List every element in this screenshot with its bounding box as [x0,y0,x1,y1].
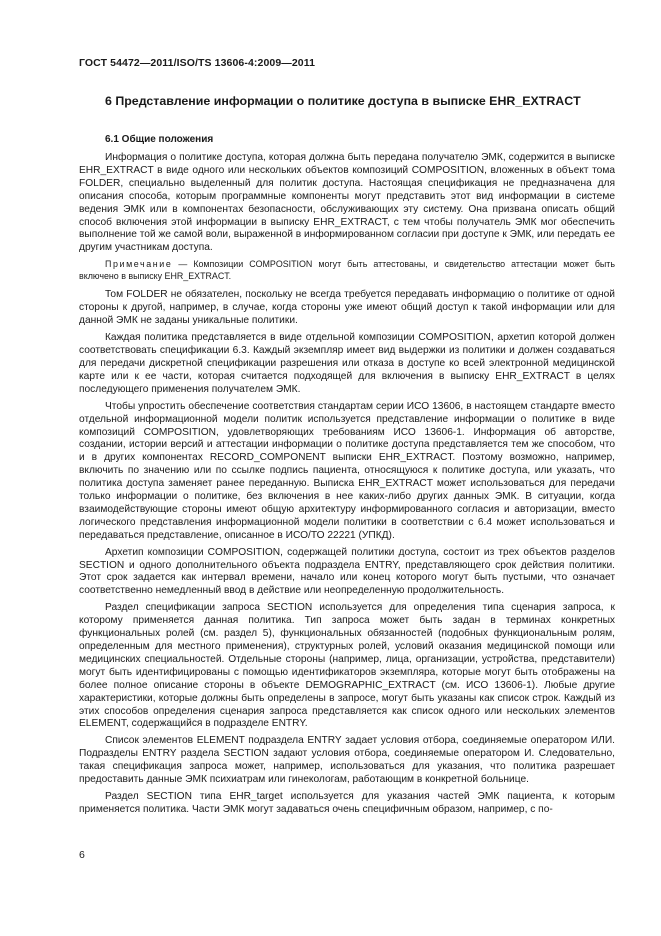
paragraph: Раздел SECTION типа EHR_target используется для указания частей ЭМК пациента, к которым применяется политика. Части ЭМК могут задаваться очень специфичным образом, например, с по- [79,790,615,815]
paragraph: Архетип композиции COMPOSITION, содержащей политики доступа, состоит из трех объектов разделов SECTION и одного дополнительного объекта подраздела ENTRY, представляющего срок действия политики. Этот срок задается как интервал времени, начало или конец которого могут быть пустыми, что означает соответственно немедленный ввод в действие или неопределенную продолжительность. [79,546,615,597]
subsection-title: 6.1 Общие положения [105,134,214,145]
paragraph: Раздел спецификации запроса SECTION используется для определения типа сценария запроса, к которому применяется данная политика. Тип запроса может быть задан в терминах конкретных функциональных ролей (см. раздел 5), функциональных обязанностей (подобных функциональным ролям, определенным для местного применения), структурных ролей, условий оказания медицинской помощи или медицинских специальностей. Отдельные стороны (например, лица, организации, устройства, представители) могут быть идентифицированы с помощью идентификаторов экземпляра, которые могут быть отображены на более полное описание стороны в объекте DEMOGRAPHIC_EXTRACT (см. ИСО 13606-1). Любые другие характеристики, которые должны быть определены в запросе, могут быть указаны как список строк. Каждый из этих способов определения сценария запроса представляется как список одного или нескольких элементов ELEMENT, содержащийся в подразделе ENTRY. [79,602,615,730]
note-label: Примечание [105,259,173,270]
section-title: 6 Представление информации о политике доступа в выписке EHR_EXTRACT [105,94,581,108]
paragraph: Каждая политика представляется в виде отдельной композиции COMPOSITION, архетип которой должен соответствовать спецификации 6.3. Каждый экземпляр имеет вид выдержки из политики и должен создаваться для передачи дискретной спецификации разрешения или отказа в доступе ко всей электронной медицинской карте или к ее части, которая считается подходящей для включения в выписку EHR_EXTRACT в целях последующего применения получателем ЭМК. [79,332,615,395]
note [79,259,615,282]
paragraph: Чтобы упростить обеспечение соответствия стандартам серии ИСО 13606, в настоящем стандарте вместо отдельной информационной модели политик используется представление информации о политике в виде композиций COMPOSITION, удовлетворяющих требованиям ИСО 13606-1. Информация об авторстве, создании, истории версий и аттестации информации о политике доступа представляется тем же способом, что и в других компонентах RECORD_COMPONENT выписки EHR_EXTRACT. Поэтому возможно, например, включить по значению или по ссылке подпись пациента, относящуюся к политике доступа, или указать, что политика доступа заменяет ранее переданную. Выписка EHR_EXTRACT может использоваться для передачи только информации о политике, без включения в нее каких-либо других данных ЭМК. В ситуации, когда взаимодействующие стороны имеют общую архитектуру информированного согласия и авторизации, вместо логического представления информационной модели политики в соответствии с 6.4 может использоваться и передаваться представление, описанное в ИСО/ТО 22221 (УПКД). [79,400,615,541]
paragraph: Информация о политике доступа, которая должна быть передана получателю ЭМК, содержится в выписке EHR_EXTRACT в виде одного или нескольких объектов композиций COMPOSITION, вложенных в объект тома FOLDER, специально выделенный для политик доступа. Настоящая спецификация не предназначена для описания способа, которым программные компоненты могут представить этот вид информации в системе ведения ЭМК или в компонентах безопасности, обслуживающих эту систему. Она призвана описать общий способ включения этой информации в выписку EHR_EXTRACT, с тем чтобы получатель ЭМК мог обеспечить выполнение той же самой воли, выраженной в информированном согласии при доступе к ЭМК, или передать ее другим участникам доступа. [79,152,616,254]
paragraph: Том FOLDER не обязателен, поскольку не всегда требуется передавать информацию о политике от одной стороны к другой, например, в случае, когда стороны уже имеют общий доступ к такой информации или для данной ЭМК не заданы уникальные политики. [79,289,615,327]
page-number: 6 [79,849,85,861]
note-text: — Композиции COMPOSITION могут быть аттестованы, и свидетельство аттестации может быть включено в выписку EHR_EXTRACT. [79,259,615,281]
body-text [79,152,615,821]
paragraph: Список элементов ELEMENT подраздела ENTRY задает условия отбора, соединяемые оператором ИЛИ. Подразделы ENTRY раздела SECTION задают условия отбора, соединяемые оператором И. Следовательно, такая спецификация запроса может, например, использоваться для указания, что политика разрешает предоставить данные ЭМК психиатрам или гинекологам, работающим в конкретной больнице. [79,735,615,786]
standard-header: ГОСТ 54472—2011/ISO/TS 13606-4:2009—2011 [79,57,316,69]
